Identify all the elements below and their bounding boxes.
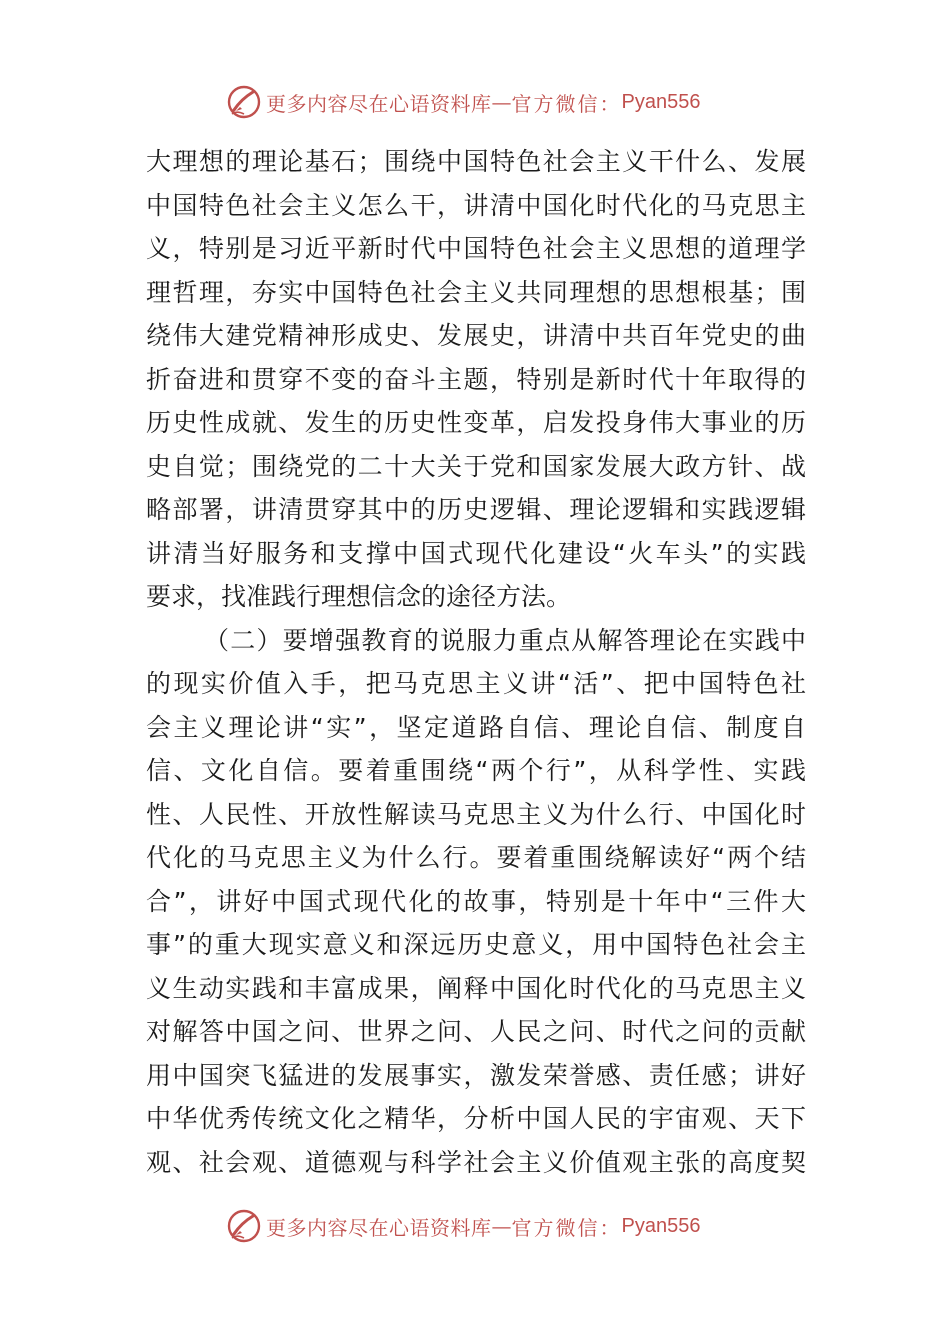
text-line: 历史性成就、发生的历史性变革，启发投身伟大事业的历: [146, 408, 806, 437]
text-line: 绕伟大建党精神形成史、发展史，讲清中共百年党史的曲: [146, 321, 806, 350]
header-separator: —: [491, 90, 512, 114]
text-line: 讲清当好服务和支撑中国式现代化建设“火车头”的实践: [146, 538, 806, 568]
text-line: 略部署，讲清贯穿其中的历史逻辑、理论逻辑和实践逻辑: [146, 495, 806, 524]
text-line: 史自觉；围绕党的二十大关于党和国家发展大政方针、战: [146, 451, 806, 481]
header-banner: [226, 82, 746, 122]
text-line: 会主义理论讲“实”，坚定道路自信、理论自信、制度自: [146, 712, 806, 742]
text-line: 性、人民性、开放性解读马克思主义为什么行、中国化时: [146, 799, 806, 829]
footer-separator: —: [491, 1214, 512, 1238]
footer-banner: [226, 1206, 746, 1246]
text-line: 义生动实践和丰富成果，阐释中国化时代化的马克思主义: [146, 973, 806, 1003]
body-text: [146, 140, 806, 1184]
text-line: 代化的马克思主义为什么行。要着重围绕解读好“两个结: [146, 843, 806, 872]
text-line: 理哲理，夯实中国特色社会主义共同理想的思想根基；围: [146, 277, 806, 307]
text-line: 合”，讲好中国式现代化的故事，特别是十年中“三件大: [146, 886, 806, 916]
text-line: 折奋进和贯穿不变的奋斗主题，特别是新时代十年取得的: [146, 364, 806, 394]
pen-logo-icon: [226, 1208, 262, 1244]
text-line: 的现实价值入手，把马克思主义讲“活”、把中国特色社: [146, 669, 806, 698]
header-text: 更多内容尽在心语资料库: [266, 91, 492, 116]
text-line: 中国特色社会主义怎么干，讲清中国化时代化的马克思主: [146, 190, 806, 220]
footer-wechat-id: Pyan556: [621, 1214, 701, 1237]
text-line: 用中国突飞猛进的发展事实，激发荣誉感、责任感；讲好: [146, 1060, 806, 1090]
text-line: 观、社会观、道德观与科学社会主义价值观主张的高度契: [146, 1147, 806, 1177]
text-line: 中华优秀传统文化之精华，分析中国人民的宇宙观、天下: [146, 1104, 806, 1133]
text-line: 要求，找准践行理想信念的途径方法。: [146, 582, 572, 611]
footer-wechat-label: 官方微信：: [511, 1215, 622, 1240]
text-line: 事”的重大现实意义和深远历史意义，用中国特色社会主: [146, 930, 806, 959]
text-line: （二）要增强教育的说服力重点从解答理论在实践中: [204, 625, 806, 655]
footer-text: 更多内容尽在心语资料库: [266, 1215, 492, 1240]
header-wechat-id: Pyan556: [621, 90, 701, 113]
text-line: 大理想的理论基石；围绕中国特色社会主义干什么、发展: [146, 147, 806, 176]
text-line: 对解答中国之问、世界之问、人民之问、时代之问的贡献: [146, 1017, 806, 1046]
pen-logo-icon: [226, 84, 262, 120]
text-line: 信、文化自信。要着重围绕“两个行”，从科学性、实践: [146, 756, 806, 785]
text-line: 义，特别是习近平新时代中国特色社会主义思想的道理学: [146, 234, 806, 263]
header-wechat-label: 官方微信：: [511, 91, 622, 116]
